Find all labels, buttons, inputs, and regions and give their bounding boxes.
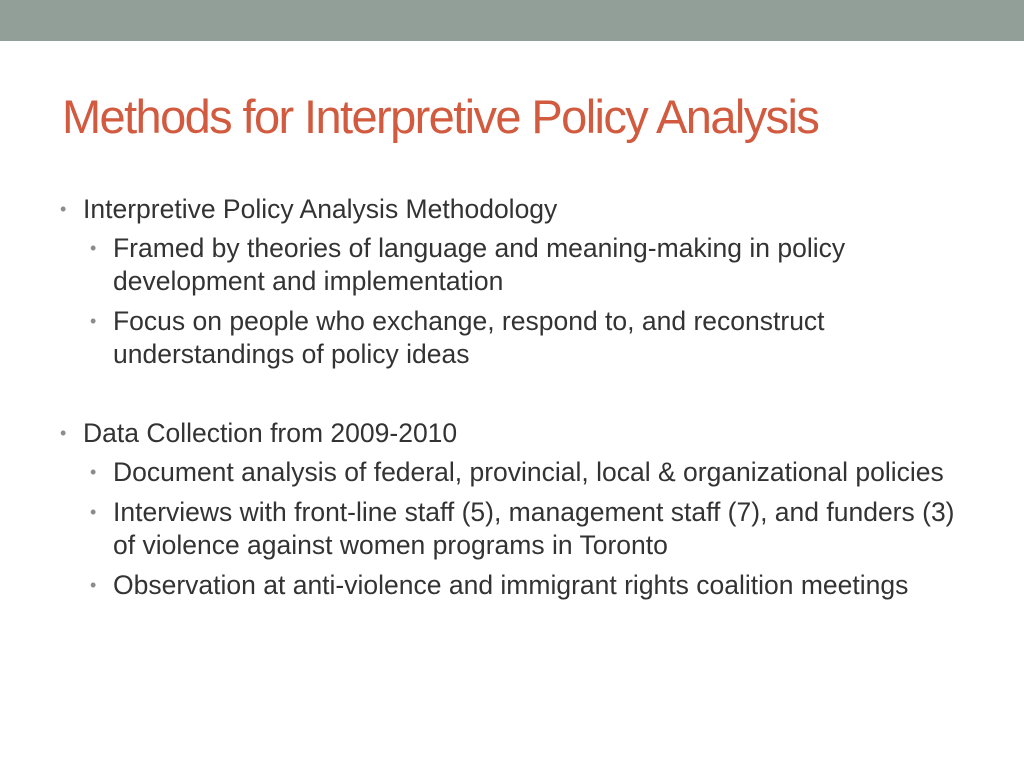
bullet-item-data-collection — [60, 416, 960, 450]
sub-bullet-item — [60, 456, 960, 489]
sub-bullet-text: Interviews with front-line staff (5), management staff (7), and funders (3) of violence against women programs in Toronto — [113, 497, 955, 560]
sub-bullet-text: Document analysis of federal, provincial, local & organizational policies — [113, 457, 944, 487]
bullet-text: Interpretive Policy Analysis Methodology — [83, 194, 558, 224]
bullet-icon: • — [60, 423, 67, 443]
bullet-icon: • — [90, 575, 97, 595]
sub-bullet-item — [60, 496, 960, 562]
sub-bullet-text: Framed by theories of language and meaning-making in policy development and implementation — [113, 233, 846, 296]
bullet-icon: • — [90, 462, 97, 482]
bullet-icon: • — [90, 311, 97, 331]
sub-bullet-item — [60, 305, 960, 371]
bullet-icon: • — [90, 502, 97, 522]
bullet-text: Data Collection from 2009-2010 — [83, 418, 458, 448]
sub-bullet-text: Observation at anti-violence and immigrant rights coalition meetings — [113, 570, 909, 600]
bullet-icon: • — [60, 199, 67, 219]
bullet-icon: • — [90, 238, 97, 258]
sub-bullet-item — [60, 569, 960, 602]
slide-body — [60, 192, 960, 602]
sub-bullet-text: Focus on people who exchange, respond to, and reconstruct understandings of policy ideas — [113, 306, 825, 369]
header-band — [0, 0, 1024, 41]
bullet-item-methodology — [60, 192, 960, 226]
sub-bullet-item — [60, 232, 960, 298]
slide-title: Methods for Interpretive Policy Analysis — [62, 90, 819, 143]
